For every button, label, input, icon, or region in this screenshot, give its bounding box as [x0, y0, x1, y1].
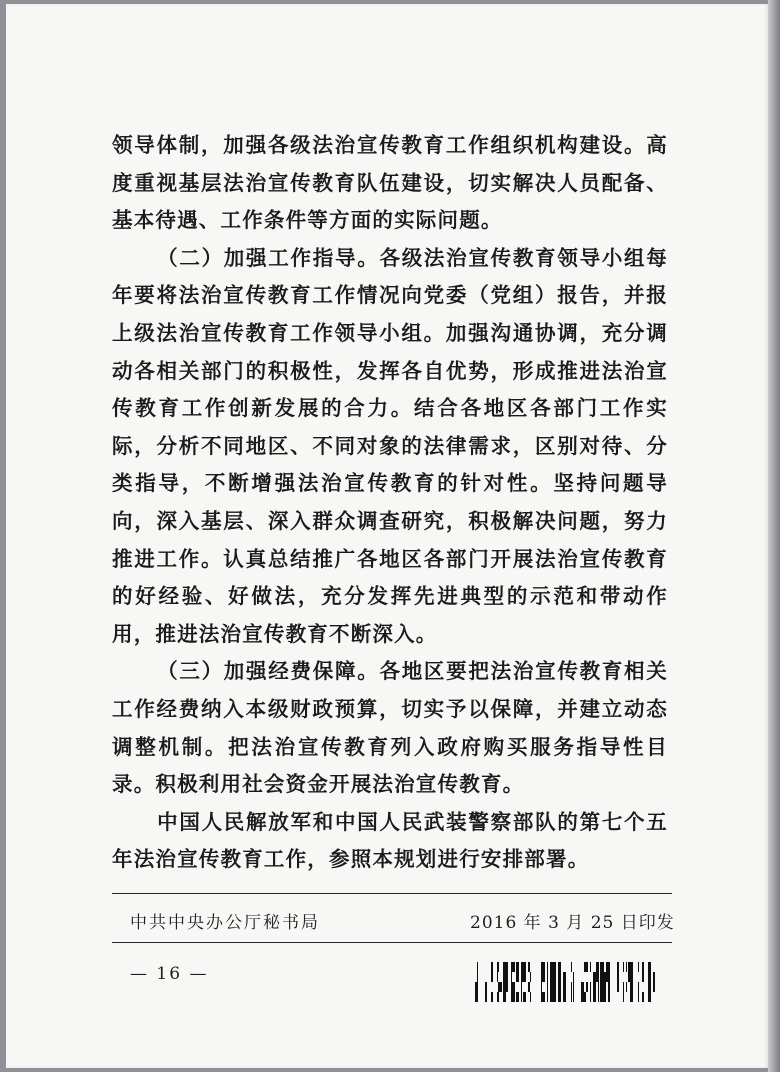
issue-date: 2016 年 3 月 25 日印发 — [470, 913, 675, 933]
body-text — [112, 127, 668, 879]
page-edge — [768, 0, 780, 1072]
footer-rule-bottom — [112, 942, 672, 943]
issuer-label: 中共中央办公厅秘书局 — [130, 913, 320, 933]
barcode-icon — [475, 962, 655, 1002]
paragraph-military: 中国人民解放军和中国人民武装警察部队的第七个五年法治宣传教育工作，参照本规划进行安排部署。 — [112, 809, 668, 872]
footer-rule-top — [112, 893, 672, 894]
paragraph-continuation: 领导体制，加强各级法治宣传教育工作组织机构建设。高度重视基层法治宣传教育队伍建设，切实解决人员配备、基本待遇、工作条件等方面的实际问题。 — [112, 133, 668, 233]
page-number: — 16 — — [130, 964, 209, 984]
paragraph-funding: （三）加强经费保障。各地区要把法治宣传教育相关工作经费纳入本级财政预算，切实予以保障，并建立动态调整机制。把法治宣传教育列入政府购买服务指导性目录。积极利用社会资金开展法治宣传教育。 — [112, 659, 668, 797]
paragraph-work-guidance: （二）加强工作指导。各级法治宣传教育领导小组每年要将法治宣传教育工作情况向党委（党组）报告，并报上级法治宣传教育工作领导小组。加强沟通协调，充分调动各相关部门的积极性，发挥各自优势，形成推进法治宣传教育工作创新发展的合力。结合各地区各部门工作实际，分析不同地区、不同对象的法律需求，区别对待、分类指导，不断增强法治宣传教育的针对性。坚持问题导向，深入基层、深入群众调查研究，积极解决问题，努力推进工作。认真总结推广各地区各部门开展法治宣传教育的好经验、好做法，充分发挥先进典型的示范和带动作用，推进法治宣传教育不断深入。 — [112, 245, 668, 646]
